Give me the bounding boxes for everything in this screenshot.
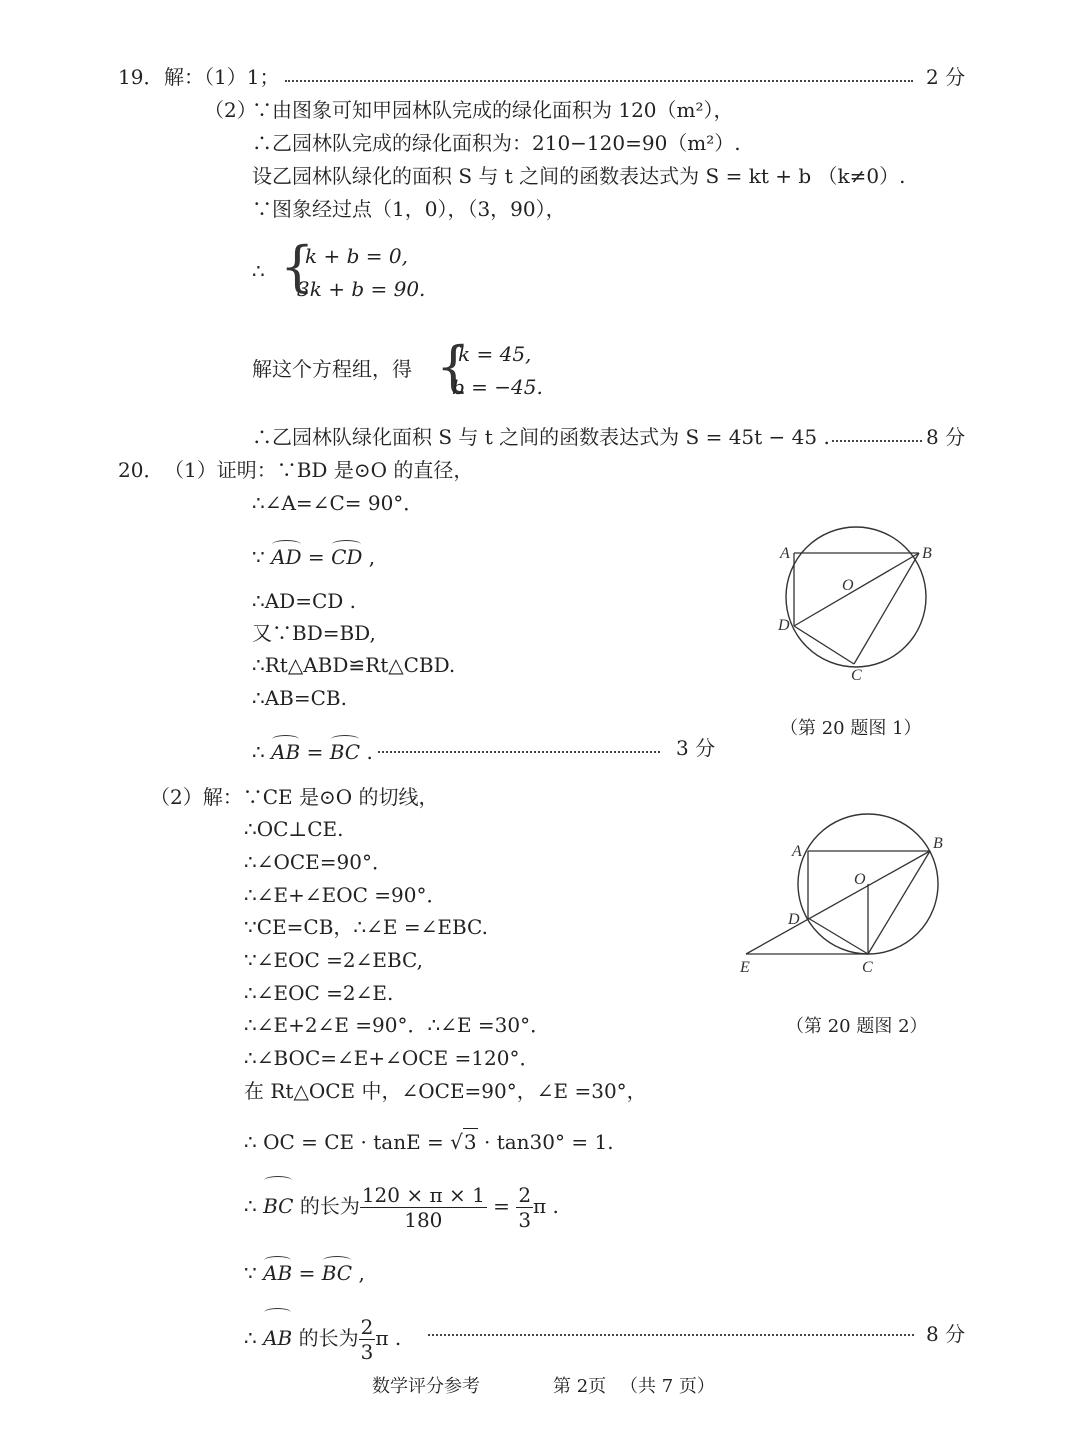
segment-dc [794,626,854,664]
label-a: A [780,545,790,562]
circle-o [786,527,926,667]
q20-m3: ∴∠E+∠EOC =90°． [244,883,447,907]
q19-sol1: k = 45, [458,342,532,366]
because-symbol: ∵ [252,545,272,569]
pi-suffix: π . [375,1326,402,1350]
label-d: D [778,617,790,634]
q20-m4: ∵CE=CB，∴∠E =∠EBC. [244,915,488,939]
q20-part2-head: （2）解：∵CE 是⊙O 的切线， [150,785,439,809]
fraction-denominator: 3 [360,1340,374,1364]
q20-line-4: 又∵BD=BD, [252,621,376,645]
comma: , [352,1261,365,1285]
system-brace: { [280,235,315,298]
equals: = [486,1194,517,1218]
pi-suffix: π . [533,1194,559,1218]
figure-1-circle-diagram [770,520,950,690]
q20-line-5: ∴Rt△ABD≌Rt△CBD. [252,653,456,677]
arc-bc: BC [330,735,360,765]
equals: = [300,740,330,764]
score-leader [428,1334,914,1336]
q20-m12 [244,1256,365,1286]
footer-subject: 数学评分参考 [372,1376,480,1397]
therefore-symbol: ∴ [244,1326,264,1350]
arc-length-fraction [360,1183,487,1232]
fraction-numerator: 2 [360,1315,374,1339]
therefore-symbol: ∴ [244,1194,264,1218]
label-b: B [933,835,943,852]
result-fraction [359,1315,376,1364]
q19-conclusion: ∴乙园林队绿化面积 S 与 t 之间的函数表达式为 S = 45t − 45 . [252,425,830,449]
label-b: B [922,545,932,562]
q20-m2: ∴∠OCE=90°． [244,850,392,874]
q19-part2-label: （2） [204,98,257,122]
arc-cd: CD [331,540,362,570]
segment-bd [794,553,919,626]
arc-ab: AB [271,735,300,765]
comma: , [362,545,376,569]
period: . [360,740,373,764]
figure-2-caption: （第 20 题图 2） [786,1016,928,1037]
label-c: C [851,667,862,684]
equals: = [292,1261,322,1285]
therefore-symbol: ∴ [252,740,272,764]
label-e: E [740,959,750,976]
q19-line-a: ∵由图象可知甲园林队完成的绿化面积为 120（m²）， [252,98,734,122]
footer-page: 第 2页 [553,1376,607,1397]
label-o: O [854,871,866,888]
sqrt-radicand: 3 [463,1130,477,1154]
score-leader [285,80,913,82]
length-label: 的长为 [292,1326,359,1350]
label-d: D [788,911,800,928]
q20-line-6: ∴AB=CB. [252,686,347,710]
q19-eq2: 3k + b = 90. [297,277,426,301]
q20-m7: ∴∠E+2∠E =90°．∴∠E =30°． [244,1013,551,1037]
fraction-denominator: 180 [404,1208,443,1232]
label-a: A [792,843,802,860]
solution-brace: { [436,335,471,398]
q20-m8: ∴∠BOC=∠E+∠OCE =120°． [244,1046,540,1070]
q20-line-2 [252,540,375,570]
fraction-numerator: 2 [518,1183,532,1207]
q19-solve-label: 解这个方程组，得 [252,357,412,381]
figure-2-circle-diagram [734,810,960,990]
q20-line-1: ∴∠A=∠C= 90°． [252,491,424,515]
q20-m11 [244,1176,559,1232]
result-fraction [516,1183,533,1232]
arc-bc: BC [322,1256,352,1286]
q19-head: 解：（1）1； [164,65,280,89]
q20-part1-score: 3 分 [676,736,716,760]
q19-part1-score: 2 分 [926,65,966,89]
q20-m13 [244,1308,401,1364]
q19-eq1: k + b = 0, [305,244,408,268]
because-symbol: ∵ [244,1261,264,1285]
arc-ab: AB [263,1308,292,1364]
figure-1-caption: （第 20 题图 1） [780,718,922,739]
label-c: C [862,959,873,976]
q20-number: 20． [118,458,164,482]
q20-m1: ∴OC⊥CE. [244,817,344,841]
q19-part2-score: 8 分 [926,425,966,449]
q20-m5: ∵∠EOC =2∠EBC, [244,948,423,972]
q19-line-b: ∴乙园林队完成的绿化面积为：210−120=90（m²）. [252,131,741,155]
q19-line-d: ∵图象经过点（1，0），（3，90）， [252,197,566,221]
arc-ad: AD [271,540,301,570]
score-leader [378,751,660,753]
footer-total: （共 7 页） [620,1376,715,1397]
q20-part2-score: 8 分 [926,1322,966,1346]
q20-m10: ∴ OC = CE · tanE = √3 · tan30° = 1. [244,1130,614,1154]
therefore-symbol: ∴ [252,259,265,283]
q20-head: （1）证明：∵BD 是⊙O 的直径， [164,458,474,482]
q19-number: 19． [118,65,164,89]
q19-line-c: 设乙园林队绿化的面积 S 与 t 之间的函数表达式为 S = kt + b （k≠0）. [252,164,906,188]
oc-expression: ∴ OC = CE · tanE = [244,1130,451,1154]
equals: = [301,545,332,569]
segment-cb [854,553,919,664]
label-o: O [842,577,854,594]
arc-ab: AB [263,1256,292,1286]
q20-m9: 在 Rt△OCE 中，∠OCE=90°，∠E =30°， [244,1079,647,1103]
arc-bc: BC [263,1176,293,1232]
fraction-denominator: 3 [518,1208,532,1232]
segment-cb [868,851,930,954]
length-label: 的长为 [293,1194,360,1218]
q20-m6: ∴∠EOC =2∠E. [244,981,394,1005]
segment-eb [746,851,930,954]
oc-result: · tan30° = 1. [477,1130,614,1154]
fraction-numerator: 120 × π × 1 [361,1183,485,1207]
score-leader [832,440,922,442]
q19-sol2: b = −45. [452,375,543,399]
segment-dc [808,918,868,954]
q20-line-3: ∴AD=CD . [252,589,357,613]
q20-line-7 [252,735,373,765]
